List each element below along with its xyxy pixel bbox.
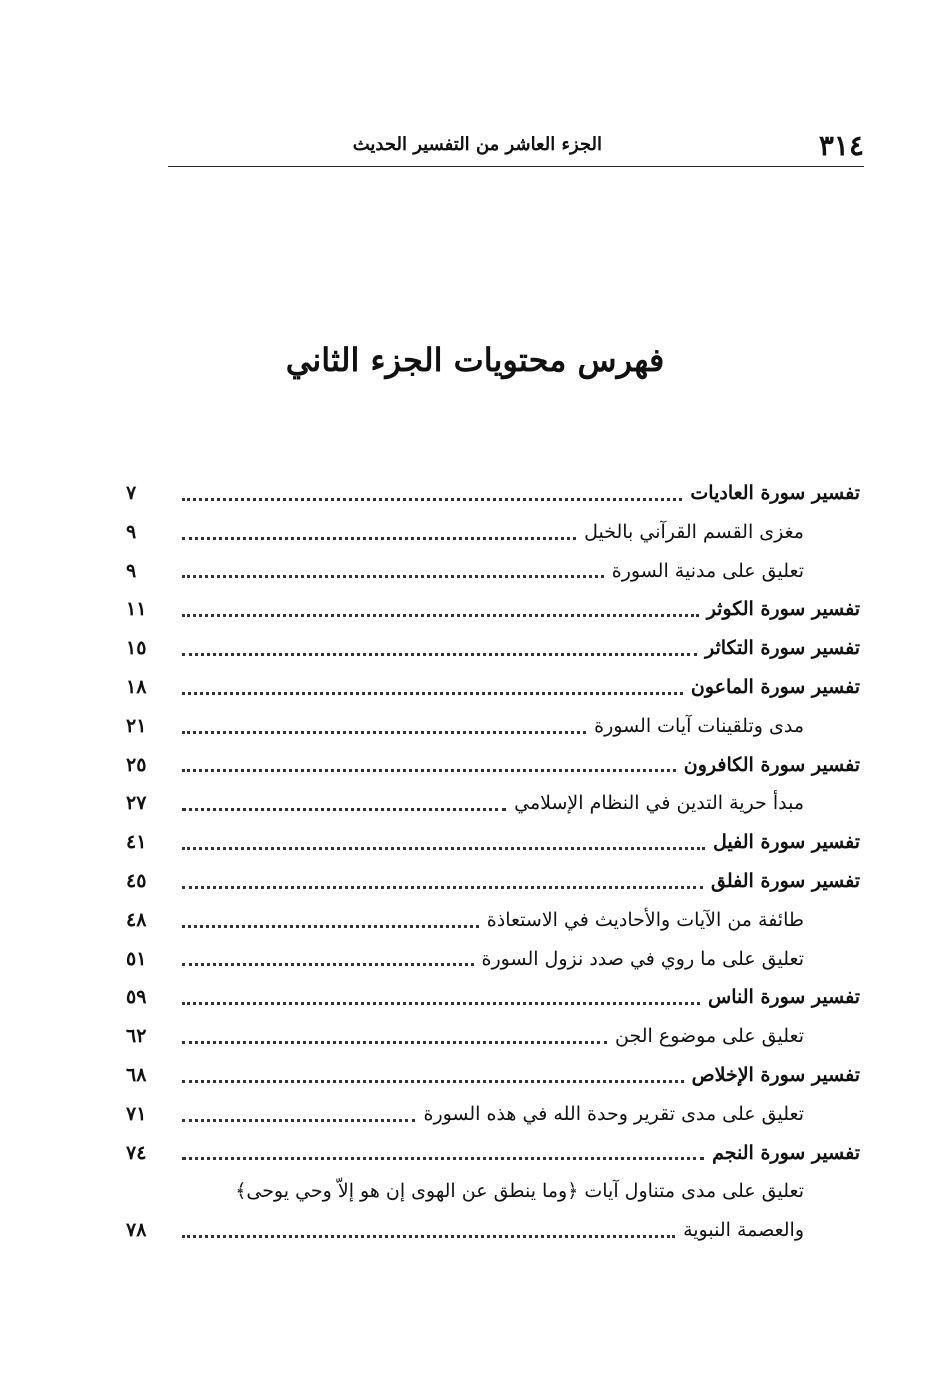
toc-entry-title: تفسير سورة الناس [708, 986, 860, 1009]
toc-entry [126, 1017, 860, 1056]
dot-leader [182, 1041, 607, 1044]
toc-entry-title: تفسير سورة الكافرون [683, 753, 860, 776]
toc-entry [126, 590, 860, 629]
toc-entry [126, 552, 860, 591]
toc-entry-title: والعصمة النبوية [683, 1219, 804, 1242]
toc-entry [126, 940, 860, 979]
toc-entry-page: ٩ [126, 520, 137, 543]
running-header [168, 128, 864, 164]
dot-leader [182, 731, 586, 734]
toc-entry-title: تعليق على موضوع الجن [615, 1025, 804, 1048]
running-title: الجزء العاشر من التفسير الحديث [352, 134, 602, 155]
toc-entry [126, 513, 860, 552]
toc-entry-title: تفسير سورة التكاثر [704, 637, 860, 660]
toc-entry [126, 474, 860, 513]
toc-entry [126, 901, 860, 940]
toc-entry [126, 668, 860, 707]
toc-entry-title: تفسير سورة الإخلاص [691, 1063, 860, 1086]
dot-leader [182, 537, 576, 540]
dot-leader [182, 1235, 675, 1238]
dot-leader [182, 808, 506, 811]
table-of-contents [126, 474, 860, 1250]
toc-entry-title: تعليق على مدى متناول آيات ﴿وما ينطق عن الهوى إن هو إلاّ وحي يوحى﴾ [235, 1180, 804, 1203]
toc-entry-page: ٢٥ [126, 753, 147, 776]
dot-leader [182, 963, 474, 966]
toc-entry-page: ٦٢ [126, 1025, 147, 1048]
toc-entry-page: ٩ [126, 559, 137, 582]
dot-leader [182, 925, 479, 928]
toc-entry [126, 1172, 860, 1211]
dot-leader [182, 692, 683, 695]
toc-entry-title: تفسير سورة الفلق [711, 869, 860, 892]
toc-entry [126, 629, 860, 668]
toc-entry [126, 1056, 860, 1095]
toc-entry-title: مغزى القسم القرآني بالخيل [584, 520, 804, 543]
toc-entry-title: تفسير سورة النجم [712, 1141, 860, 1164]
toc-entry-title: تفسير سورة الماعون [690, 675, 860, 698]
toc-entry-page: ٤١ [126, 831, 147, 854]
dot-leader [182, 1080, 684, 1083]
toc-entry-title: تفسير سورة الكوثر [706, 598, 860, 621]
toc-entry-page: ٥٩ [126, 986, 147, 1009]
dot-leader [182, 886, 703, 889]
toc-entry [126, 1095, 860, 1134]
toc-entry-page: ٤٥ [126, 869, 147, 892]
toc-entry-page: ١١ [126, 598, 147, 621]
toc-entry [126, 1134, 860, 1173]
toc-entry-page: ٧٨ [126, 1219, 147, 1242]
page-number: ٣١٤ [818, 129, 864, 162]
toc-entry-title: مبدأ حرية التدين في النظام الإسلامي [514, 792, 804, 815]
toc-entry-page: ٥١ [126, 947, 147, 970]
toc-entry-page: ٧٤ [126, 1141, 147, 1164]
toc-entry-page: ٢٧ [126, 792, 147, 815]
toc-entry-page: ٢١ [126, 714, 147, 737]
dot-leader [182, 653, 697, 656]
toc-entry [126, 784, 860, 823]
toc-entry-title: تعليق على مدنية السورة [611, 559, 804, 582]
dot-leader [182, 1157, 704, 1160]
toc-entry-title: تعليق على مدى تقرير وحدة الله في هذه السورة [423, 1102, 804, 1125]
toc-entry-title: تفسير سورة العاديات [690, 482, 860, 504]
toc-entry-page: ١٥ [126, 637, 147, 660]
dot-leader [182, 769, 676, 772]
toc-entry-page: ٤٨ [126, 908, 147, 931]
toc-entry-page: ٧ [126, 482, 137, 504]
toc-entry-page: ٧١ [126, 1102, 147, 1125]
toc-entry [126, 823, 860, 862]
toc-entry [126, 978, 860, 1017]
toc-entry-page: ٦٨ [126, 1063, 147, 1086]
dot-leader [182, 847, 705, 850]
dot-leader [182, 575, 604, 578]
toc-entry-title: طائفة من الآيات والأحاديث في الاستعاذة [486, 908, 804, 931]
toc-entry [126, 862, 860, 901]
toc-entry-title: مدى وتلقينات آيات السورة [594, 714, 804, 737]
toc-entry-title: تفسير سورة الفيل [713, 831, 860, 854]
toc-entry [126, 1211, 860, 1250]
dot-leader [182, 1002, 700, 1005]
page-title: فهرس محتويات الجزء الثاني [285, 341, 665, 379]
toc-entry-title: تعليق على ما روي في صدد نزول السورة [481, 947, 804, 970]
toc-entry [126, 707, 860, 746]
dot-leader [182, 498, 682, 501]
dot-leader [182, 1119, 415, 1122]
toc-entry-page: ١٨ [126, 675, 147, 698]
toc-entry [126, 746, 860, 785]
header-rule [168, 166, 864, 167]
dot-leader [182, 614, 699, 617]
